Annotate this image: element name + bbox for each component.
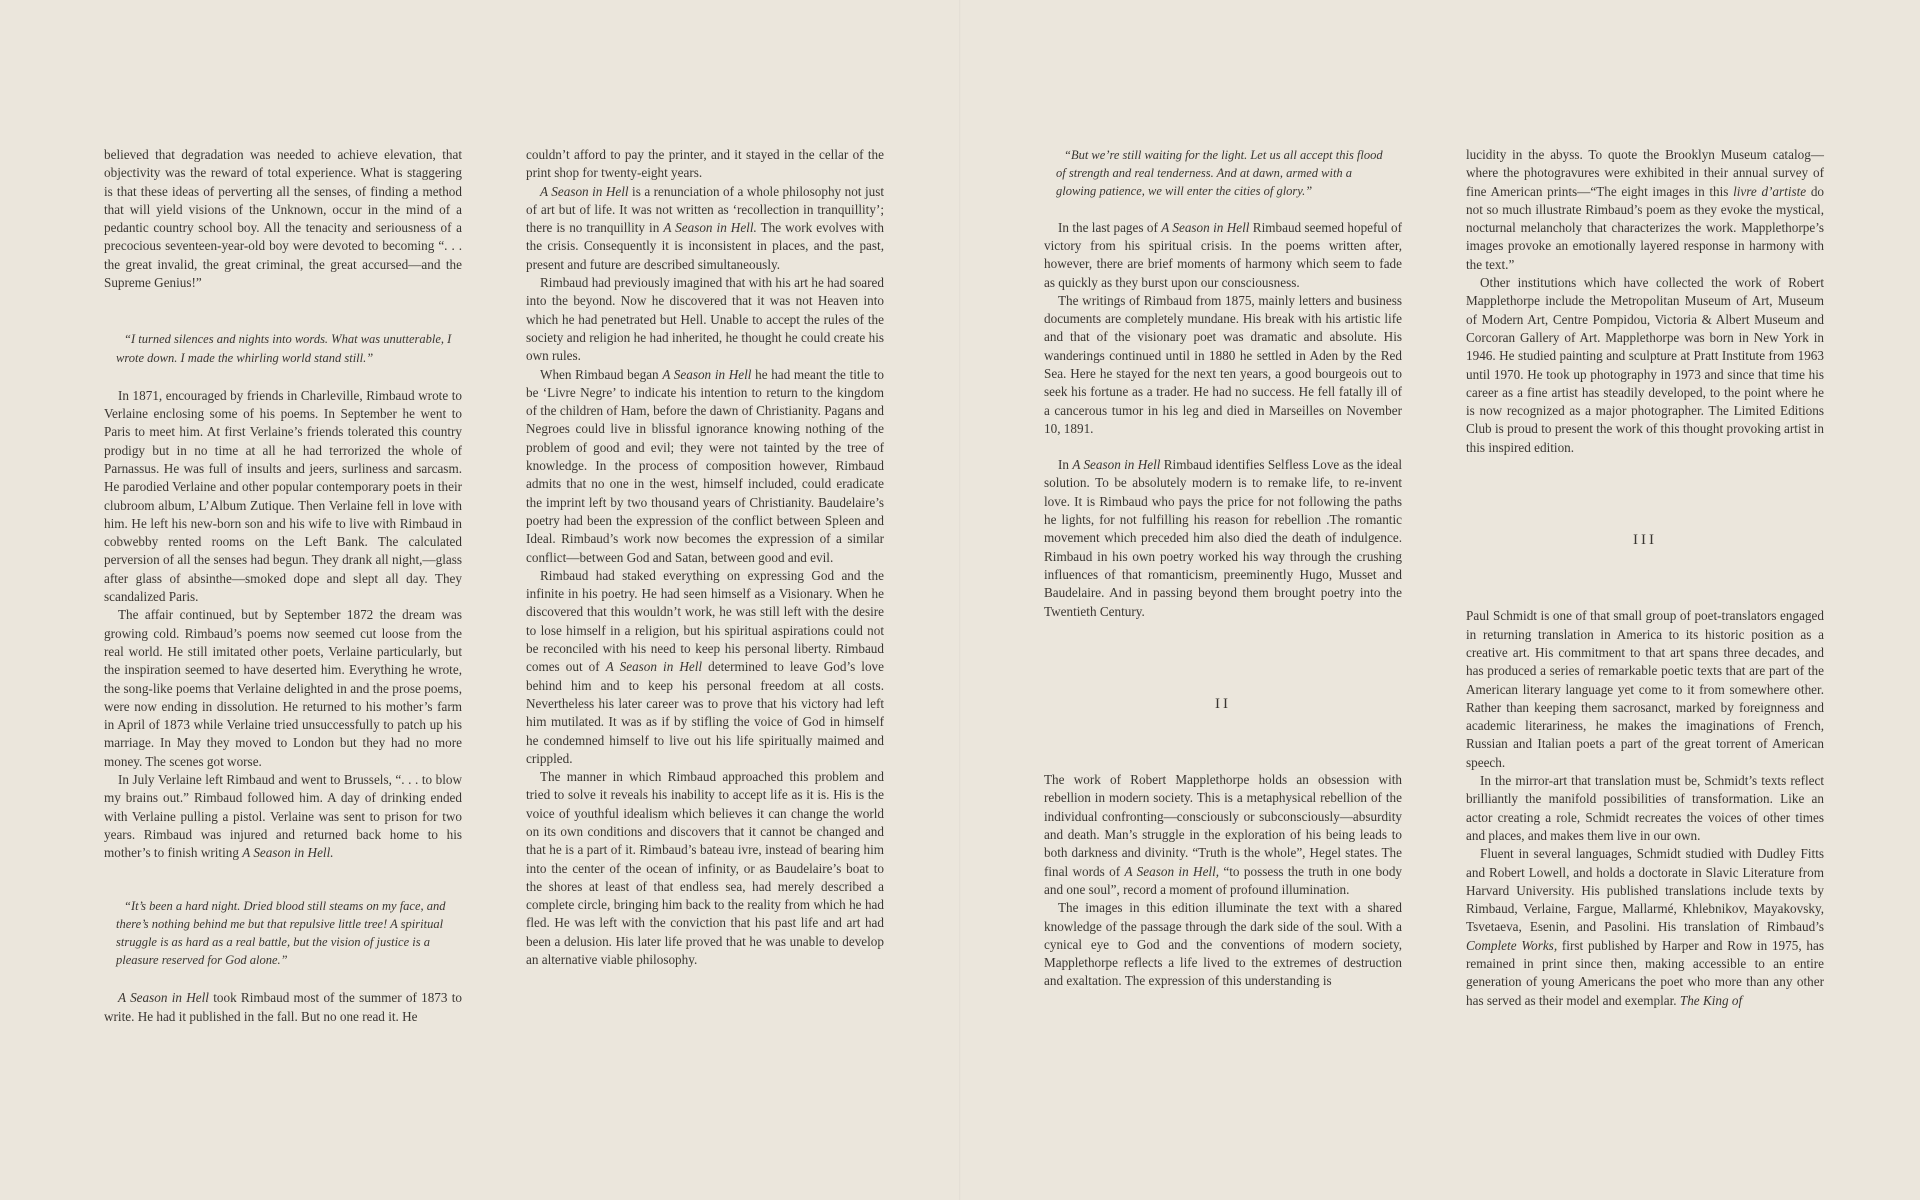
paragraph-text: The work of Robert Mapplethorpe holds an obsession with rebellion in modern society. This is a metaphysical rebellion of the individual confronting—consciously or subconsciously—absurdity and death. Man’s struggle in the exploration of his being leads to both darkness and divinity. “Truth is the whole”, Hegel states. The final words of bbox=[1044, 772, 1402, 879]
book-title: A Season in Hell bbox=[540, 183, 629, 199]
block-quote bbox=[1044, 146, 1402, 201]
paragraph-text: is a renunciation of a whole philosophy not just of art but of life. It was not written as ‘recollection in tranquillity’; there is no tranquillity in bbox=[526, 183, 885, 236]
paragraph-text: When Rimbaud began bbox=[540, 366, 663, 382]
block-quote bbox=[104, 897, 462, 970]
book-title: A Season in Hell bbox=[605, 659, 703, 675]
paragraph bbox=[1044, 771, 1402, 899]
paragraph-text: do not so much illustrate Rimbaud’s poem as they evoke the mystical, nocturnal melancholy that characterizes the work. Mapplethorpe’s images provoke an emotionally layered response in harmony with the text.” bbox=[1466, 183, 1824, 272]
book-title: livre d’artiste bbox=[1733, 183, 1807, 199]
book-title: A Season in Hell. bbox=[663, 220, 757, 236]
paragraph: In the mirror-art that translation must be, Schmidt’s texts reflect brilliantly the manifold possibilities of transformation. Like an actor creating a role, Schmidt recreates the voices of other times and places, and makes them live in our own. bbox=[1466, 773, 1824, 843]
paragraph: believed that degradation was needed to achieve elevation, that objectivity was the reward of total experience. What is staggering is that these ideas of perverting all the senses, of finding a method that will yield visions of the Unknown, occur in the mind of a pedantic country school boy. All the tenacity and seriousness of a precocious seventeen-year-old boy were devoted to becoming “. . . the great invalid, the great criminal, the great accursed—and the Supreme Genius!” bbox=[104, 147, 462, 291]
paragraph-text: The work evolves with the crisis. Consequently it is inconsistent in places, and the past, present and future are described simultaneously. bbox=[526, 220, 884, 272]
book-title: A Season in Hell bbox=[1161, 219, 1250, 235]
paragraph bbox=[104, 989, 462, 1026]
paragraph-text: In the last pages of bbox=[1058, 219, 1162, 235]
paragraph bbox=[526, 183, 884, 274]
paragraph bbox=[1044, 219, 1402, 292]
paragraph-text: he had meant the title to be ‘Livre Negre’ to indicate his intention to return to the kingdom of the children of Ham, before the dawn of Christianity. Pagans and Negroes could live in blissful ignorance knowing nothing of the problem of good and evil; they were not tainted by the tree of knowledge. In the process of composition however, Rimbaud admits that no one in the west, himself included, could eradicate the imprint left by two thousand years of Christianity. Baudelaire’s poetry had been the expression of the conflict between Spleen and Ideal. Rimbaud’s work now becomes the expression of a similar conflict—between God and Satan, between good and evil. bbox=[526, 366, 884, 565]
paragraph-text: first published by Harper and Row in 1975, has remained in print since then, making accessible to an entire generation of young Americans the poet who more than any other has served as their model and exemplar. bbox=[1466, 937, 1824, 1008]
paragraph: Paul Schmidt is one of that small group of poet-translators engaged in returning translation in America to its historic position as a creative art. His commitment to that art spans three decades, and has produced a series of remarkable poetic texts that are part of the American literary language yet come to it from somewhere other. Rather than keeping them sacrosanct, marked by foreignness and academic literariness, he makes the imaginations of French, Russian and Italian poets a part of the great torrent of American speech. bbox=[1466, 608, 1824, 770]
paragraph-text: Rimbaud seemed hopeful of victory from his spiritual crisis. In the poems written after, however, there are brief moments of harmony which seem to fade as quickly as they burst upon our consciousness. bbox=[1044, 219, 1403, 290]
book-title: A Season in Hell bbox=[1072, 457, 1161, 473]
section-number: II bbox=[1215, 695, 1231, 712]
page-fold bbox=[959, 0, 961, 1200]
paragraph-text: “to possess the truth in one body and one soul”, record a moment of profound illumination. bbox=[1044, 863, 1403, 897]
book-title: The King of bbox=[1679, 992, 1743, 1008]
paragraph: The images in this edition illuminate the text with a shared knowledge of the passage through the dark side of the soul. With a cynical eye to God and the conventions of modern society, Mapplethorpe reflects a life lived to the extremes of destruction and exaltation. The expression of this understanding is bbox=[1044, 900, 1402, 989]
quote-text: “I turned silences and nights into words. What was unutterable, I wrote down. I made the whirling world stand still.” bbox=[116, 332, 452, 365]
paragraph: Rimbaud had previously imagined that with his art he had soared into the beyond. Now he discovered that it was not Heaven into which he had penetrated but Hell. Unable to accept the rules of the society and religion he had inherited, he thought he could create his own rules. bbox=[526, 275, 884, 364]
paragraph-text: Fluent in several languages, Schmidt studied with Dudley Fitts and Robert Lowell, and holds a doctorate in Slavic Literature from Harvard University. His published translations include texts by Rimbaud, Verlaine, Fargue, Mallarmé, Khlebnikov, Mayakovsky, Tsvetaeva, Esenin, and Pasolini. His translation of Rimbaud’s bbox=[1466, 846, 1824, 935]
paragraph-text: In July Verlaine left Rimbaud and went to Brussels, “. . . to blow my brains out.” Rimbaud followed him. A day of drinking ended with Verlaine pulling a pistol. Verlaine was sent to prison for two years. Rimbaud was injured and returned back home to his mother’s to finish writing bbox=[104, 772, 462, 861]
column-4 bbox=[1466, 146, 1824, 1010]
book-title: A Season in Hell bbox=[662, 366, 752, 382]
paragraph: The affair continued, but by September 1872 the dream was growing cold. Rimbaud’s poems now seemed cut loose from the real world. He still imitated other poets, Verlaine particularly, but the inspiration seemed to have deserted him. Everything he wrote, the song-like poems that Verlaine delighted in and the prose poems, were now ending in dissolution. He returned to his mother’s farm in April of 1873 while Verlaine tried unsuccessfully to patch up his marriage. In May they moved to London but they had no more money. The scenes got worse. bbox=[104, 607, 462, 769]
paragraph: couldn’t afford to pay the printer, and it stayed in the cellar of the print shop for twenty-eight years. bbox=[526, 147, 884, 181]
paragraph: The manner in which Rimbaud approached this problem and tried to solve it reveals his inability to accept life as it is. His is the voice of youthful idealism which believes it can change the world on its own conditions and discovers that it cannot be changed and that he is a part of it. Rimbaud’s bateau ivre, instead of bearing him into the center of the ocean of infinity, or as Baudelaire’s boat to the shores at least of that endless sea, had merely described a complete circle, bringing him back to the reality from which he had fled. He was left with the conviction that his past life and art had been a delusion. His later life proved that he was unable to develop an alternative viable philosophy. bbox=[526, 769, 884, 968]
paragraph-text: took Rimbaud most of the summer of 1873 to write. He had it published in the fall. But no one read it. He bbox=[104, 990, 463, 1024]
block-quote bbox=[104, 330, 462, 366]
paragraph: Other institutions which have collected the work of Robert Mapplethorpe include the Metropolitan Museum of Art, Museum of Modern Art, Centre Pompidou, Victoria & Albert Museum and Corcoran Gallery of Art. Mapplethorpe was born in New York in 1946. He studied painting and sculpture at Pratt Institute from 1963 until 1970. He took up photography in 1973 and since that time his career as a fine artist has steadily developed, to the point where he is now recognized as a major photographer. The Limited Editions Club is proud to present the work of this thought provoking artist in this inspired edition. bbox=[1466, 275, 1824, 455]
column-1 bbox=[104, 146, 462, 1026]
column-2 bbox=[526, 146, 884, 969]
column-3 bbox=[1044, 146, 1402, 991]
paragraph bbox=[1466, 845, 1824, 1010]
paragraph bbox=[526, 567, 884, 768]
paragraph-text: lucidity in the abyss. To quote the Brooklyn Museum catalog—where the photogravures were exhibited in their annual survey of fine American prints—“The eight images in this bbox=[1466, 147, 1824, 199]
paragraph bbox=[104, 771, 462, 862]
paragraph: The writings of Rimbaud from 1875, mainly letters and business documents are completely mundane. His break with his artistic life and that of the visionary poet was dramatic and absolute. His wanderings continued until in 1880 he settled in Aden by the Red Sea. Here he stayed for the next ten years, a good bourgeois out to seek his fortune as a trader. He had no success. He fell fatally ill of a cancerous tumor in his leg and died in Marseilles on November 10, 1891. bbox=[1044, 292, 1402, 436]
book-title: A Season in Hell. bbox=[242, 845, 334, 861]
paragraph bbox=[1044, 456, 1402, 621]
paragraph bbox=[526, 366, 884, 567]
quote-text: “It’s been a hard night. Dried blood still steams on my face, and there’s nothing behind me but that repulsive little tree! A spiritual struggle is as hard as a real battle, but the vision of justice is a pleasure reserved for God alone.” bbox=[116, 898, 446, 968]
book-title: A Season in Hell, bbox=[1124, 863, 1220, 879]
paragraph-text: Rimbaud had staked everything on expressing God and the infinite in his poetry. He had seen himself as a Visionary. When he discovered that this wouldn’t work, he was still left with the desire to lose himself in a religion, but his spiritual aspirations could not be reconciled with his need to keep his personal liberty. Rimbaud comes out of bbox=[526, 567, 884, 675]
book-title: A Season in Hell bbox=[118, 990, 209, 1006]
paragraph-text: Rimbaud identifies Selfless Love as the ideal solution. To be absolutely modern is to remake life, to re-invent love. It is Rimbaud who pays the price for not following the paths he lights, for not fulfilling his reason for rebellion .The romantic movement which preceded him also died the death of indulgence. Rimbaud in his own poetry worked his way through the crushing influences of that romanticism, preeminently Hugo, Musset and Baudelaire. And in passing beyond them brought poetry into the Twentieth Century. bbox=[1044, 457, 1402, 619]
book-title: Complete Works, bbox=[1466, 937, 1558, 953]
paragraph: In 1871, encouraged by friends in Charleville, Rimbaud wrote to Verlaine enclosing some of his poems. In September he went to Paris to meet him. At first Verlaine’s friends tolerated this country prodigy but in no time at all he had terrorized the whole of Parnassus. He was full of insults and jeers, surliness and sarcasm. He parodied Verlaine and other popular contemporary poets in their clubroom album, L’Album Zutique. Then Verlaine fell in love with him. He left his new-born son and his wife to live with Rimbaud in cobwebby rented rooms on the Left Bank. The calculated perversion of all the senses had begun. They drank all night,—glass after glass of absinthe—smoked dope and slept all day. They scandalized Paris. bbox=[104, 387, 462, 605]
section-number: III bbox=[1633, 532, 1657, 549]
paragraph-text: In bbox=[1058, 457, 1073, 473]
quote-text: “But we’re still waiting for the light. Let us all accept this flood of strength and real tenderness. And at dawn, armed with a glowing patience, we will enter the cities of glory.” bbox=[1056, 148, 1383, 199]
paragraph bbox=[1466, 146, 1824, 274]
paragraph-text: determined to leave God’s love behind him and to keep his personal freedom at all costs. Nevertheless his later career was to prove that his victory had left him mutilated. It was as if by stifling the voice of God in himself he condemned himself to live out his life spiritually maimed and crippled. bbox=[526, 659, 885, 766]
